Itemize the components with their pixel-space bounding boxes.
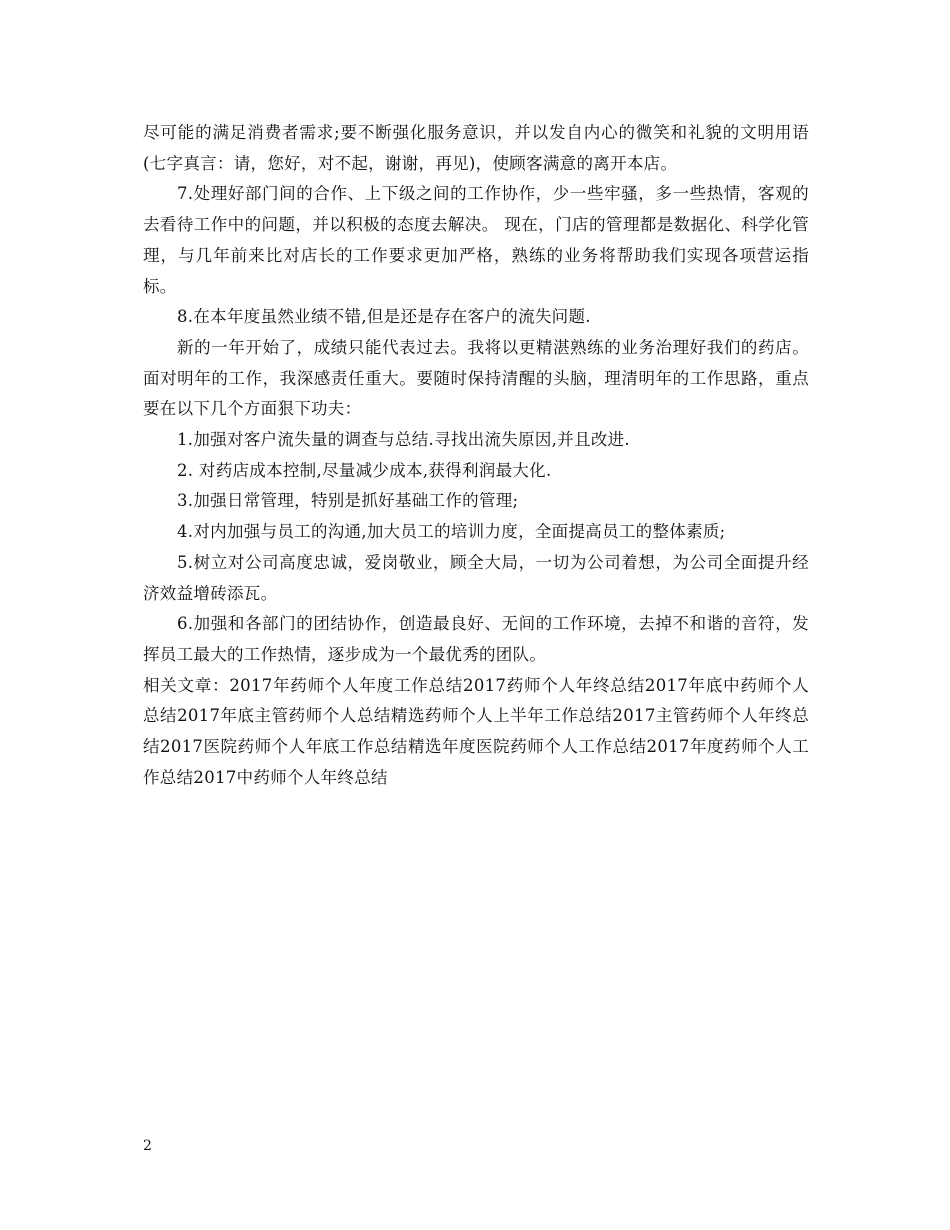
plan-item-3: 3.加强日常管理，特别是抓好基础工作的管理; (177, 491, 519, 511)
page-number: 2 (143, 1138, 152, 1154)
plan-item-1: 1.加强对客户流失量的调查与总结.寻找出流失原因,并且改进. (177, 430, 630, 450)
related-articles: 相关文章：2017年药师个人年度工作总结2017药师个人年终总结2017年底中药师个人总结2017年底主管药师个人总结精选药师个人上半年工作总结2017主管药师个人年终总结2017医院药师个人年底工作总结精选年度医院药师个人工作总结2017年度药师个人工作总结2017中药师个人年终总结 (143, 675, 809, 787)
paragraph-item-7: 7.处理好部门间的合作、上下级之间的工作协作，少一些牢骚，多一些热情，客观的去看待工作中的问题，并以积极的态度去解决。 现在，门店的管理都是数据化、科学化管理，与几年前来比对店长的工作要求更加严格，熟练的业务将帮助我们实现各项营运指标。 (143, 184, 809, 296)
plan-item-5: 5.树立对公司高度忠诚，爱岗敬业，顾全大局，一切为公司着想，为公司全面提升经济效益增砖添瓦。 (143, 552, 809, 603)
paragraph-item-8: 8.在本年度虽然业绩不错,但是还是存在客户的流失问题. (177, 307, 591, 327)
paragraph-continuation: 尽可能的满足消费者需求;要不断强化服务意识，并以发自内心的微笑和礼貌的文明用语(七字真言：请，您好，对不起，谢谢，再见)，使顾客满意的离开本店。 (143, 123, 809, 173)
document-body (143, 118, 809, 793)
plan-item-6: 6.加强和各部门的团结协作，创造最良好、无间的工作环境，去掉不和谐的音符，发挥员工最大的工作热情，逐步成为一个最优秀的团队。 (143, 614, 809, 664)
paragraph-new-year: 新的一年开始了，成绩只能代表过去。我将以更精湛熟练的业务治理好我们的药店。 面对明年的工作，我深感责任重大。要随时保持清醒的头脑，理清明年的工作思路，重点要在以下几个方面狠下功夫： (143, 337, 809, 419)
plan-item-2: 2. 对药店成本控制,尽量减少成本,获得利润最大化. (177, 460, 552, 480)
plan-item-4: 4.对内加强与员工的沟通,加大员工的培训力度，全面提高员工的整体素质; (177, 522, 726, 542)
